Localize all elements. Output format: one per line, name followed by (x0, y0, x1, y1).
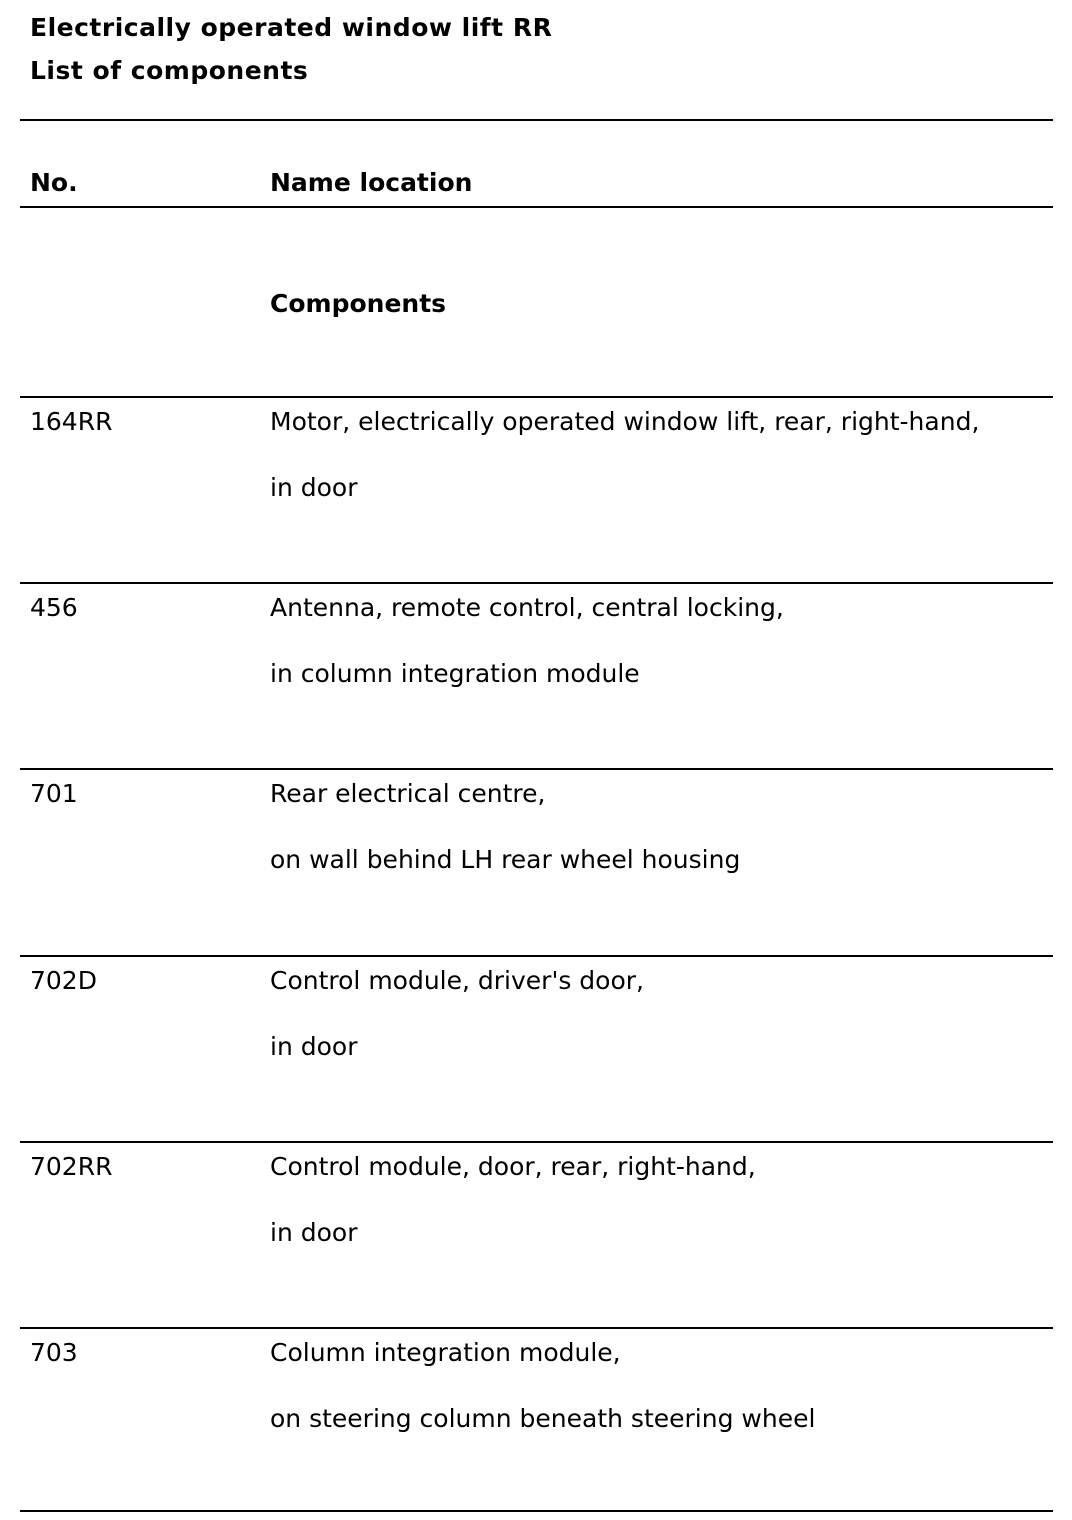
component-location: in door (270, 1218, 358, 1247)
bottom-rule (20, 1510, 1053, 1512)
document-title: Electrically operated window lift RR (30, 13, 553, 42)
table-row (0, 1329, 1072, 1515)
component-location: on wall behind LH rear wheel housing (270, 845, 741, 874)
component-name: Rear electrical centre, (270, 779, 546, 808)
table-row (0, 1143, 1072, 1329)
component-number: 703 (30, 1338, 78, 1367)
table-row (0, 584, 1072, 770)
column-header-no: No. (30, 168, 78, 197)
component-location: in door (270, 473, 358, 502)
top-rule (20, 119, 1053, 121)
table-row (0, 770, 1072, 956)
component-location: in column integration module (270, 659, 640, 688)
component-number: 456 (30, 593, 78, 622)
section-title: Components (270, 289, 447, 318)
component-name: Antenna, remote control, central locking, (270, 593, 784, 622)
component-number: 701 (30, 779, 78, 808)
table-row (0, 957, 1072, 1143)
component-name: Motor, electrically operated window lift, rear, right-hand, (270, 407, 980, 436)
component-name: Control module, door, rear, right-hand, (270, 1152, 756, 1181)
component-number: 702RR (30, 1152, 113, 1181)
component-number: 164RR (30, 407, 113, 436)
component-number: 702D (30, 966, 97, 995)
component-location: in door (270, 1032, 358, 1061)
component-name: Control module, driver's door, (270, 966, 644, 995)
column-header-name-location: Name location (270, 168, 473, 197)
header-rule (20, 206, 1053, 208)
table-row (0, 398, 1072, 584)
component-location: on steering column beneath steering wheel (270, 1404, 816, 1433)
component-name: Column integration module, (270, 1338, 621, 1367)
document-subtitle: List of components (30, 56, 309, 85)
